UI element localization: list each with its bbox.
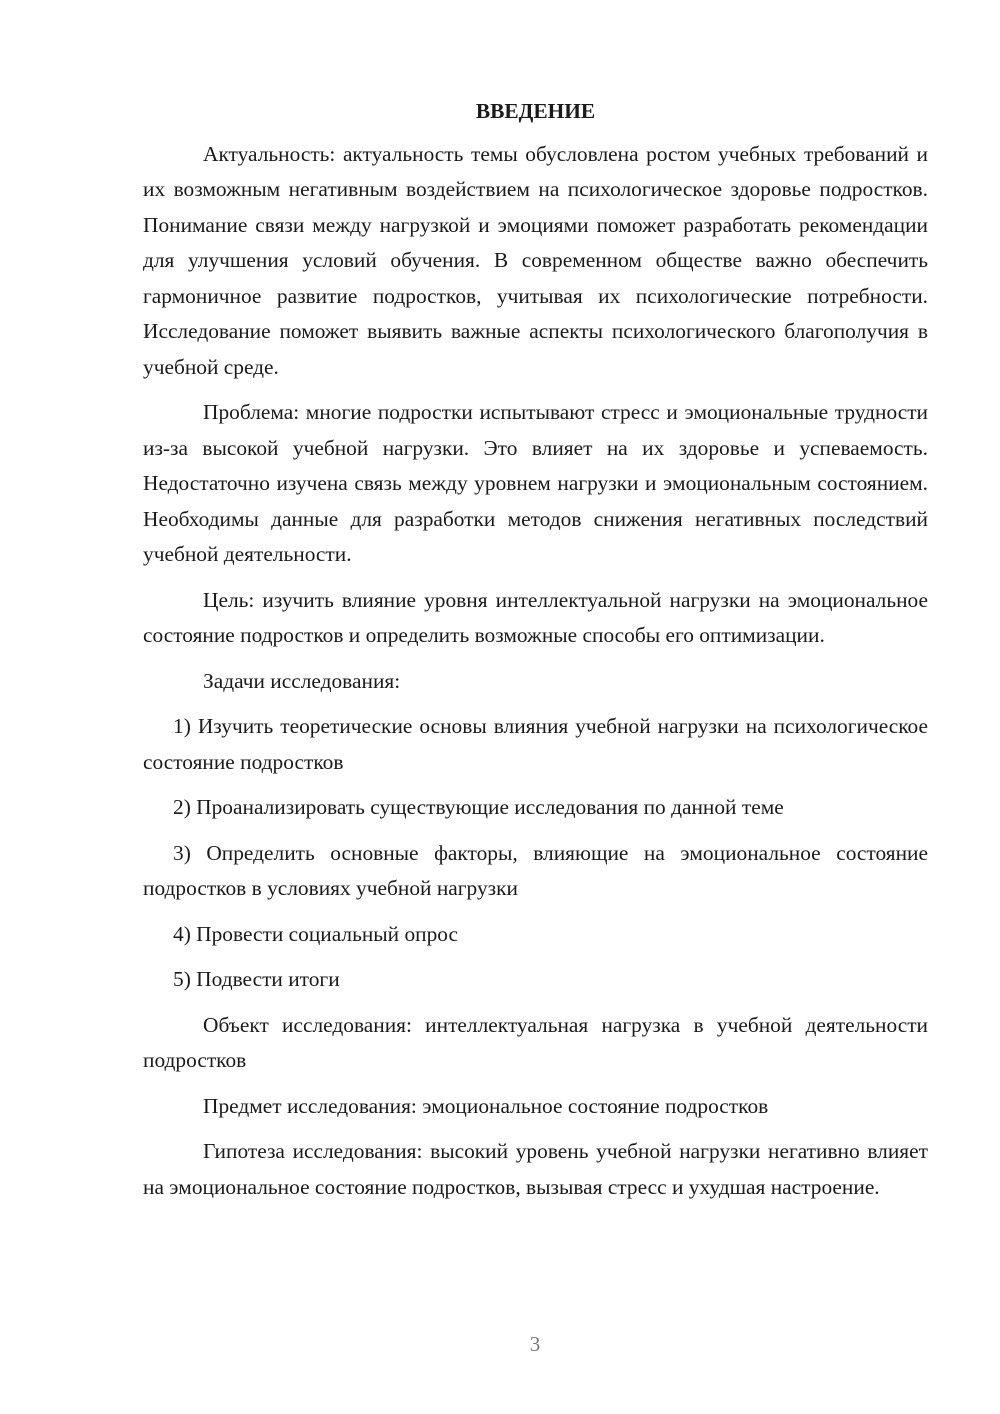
document-page — [143, 94, 928, 1215]
task-item-5: 5) Подвести итоги — [173, 967, 340, 991]
tasks-heading: Задачи исследования: — [203, 668, 401, 693]
task-item-1: 1) Изучить теоретические основы влияния учебной нагрузки на психологическое состояние подростков — [143, 714, 928, 774]
hypothesis-paragraph: Гипотеза исследования: высокий уровень учебной нагрузки негативно влияет на эмоциональное состояние подростков, вызывая стресс и ухудшая настроение. — [143, 1139, 928, 1199]
page-number: 3 — [529, 1332, 541, 1356]
relevance-paragraph: Актуальность: актуальность темы обусловлена ростом учебных требований и их возможным негативным воздействием на психологическое здоровье подростков. Понимание связи между нагрузкой и эмоциями поможет разработать рекомендации для улучшения условий обучения. В современном обществе важно обеспечить гармоничное развитие подростков, учитывая их психологические потребности. Исследование поможет выявить важные аспекты психологического благополучия в учебной среде. — [143, 141, 928, 379]
task-item-3: 3) Определить основные факторы, влияющие на эмоциональное состояние подростков в условиях учебной нагрузки — [143, 840, 928, 900]
subject-paragraph: Предмет исследования: эмоциональное состояние подростков — [203, 1093, 769, 1118]
task-item-2: 2) Проанализировать существующие исследования по данной теме — [173, 795, 784, 819]
goal-paragraph: Цель: изучить влияние уровня интеллектуальной нагрузки на эмоциональное состояние подростков и определить возможные способы его оптимизации. — [143, 587, 928, 647]
problem-paragraph: Проблема: многие подростки испытывают стресс и эмоциональные трудности из-за высокой учебной нагрузки. Это влияет на их здоровье и успеваемость. Недостаточно изучена связь между уровнем нагрузки и эмоциональным состоянием. Необходимы данные для разработки методов снижения негативных последствий учебной деятельности. — [143, 400, 928, 566]
section-title: ВВЕДЕНИЕ — [475, 99, 596, 123]
object-paragraph: Объект исследования: интеллектуальная нагрузка в учебной деятельности подростков — [143, 1012, 928, 1072]
task-item-4: 4) Провести социальный опрос — [173, 921, 459, 946]
